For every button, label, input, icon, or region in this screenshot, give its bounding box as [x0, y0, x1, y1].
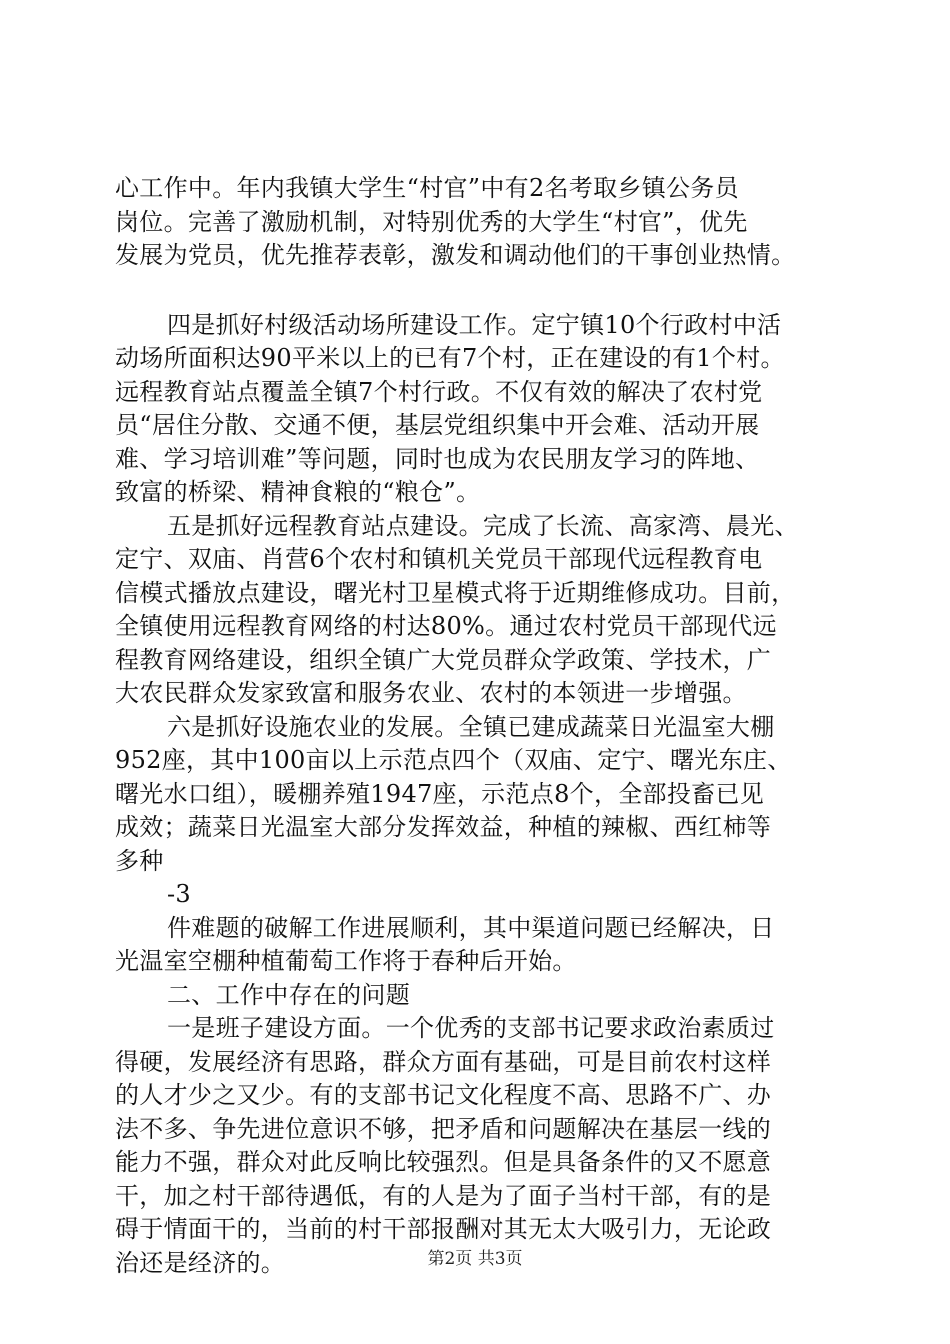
- text-line: 员“居住分散、交通不便，基层党组织集中开会难、活动开展: [115, 411, 760, 439]
- text-line: 952座，其中100亩以上示范点四个（双庙、定宁、曙光东庄、: [115, 746, 792, 774]
- text-line: 干，加之村干部待遇低，有的人是为了面子当村干部，有的是: [115, 1181, 772, 1210]
- text-line: 信模式播放点建设，曙光村卫星模式将于近期维修成功。目前，: [115, 578, 796, 607]
- text-line: 得硬，发展经济有思路，群众方面有基础，可是目前农村这样: [115, 1047, 772, 1076]
- paragraph-gap: [115, 273, 850, 309]
- text-line: 光温室空棚种植葡萄工作将于春种后开始。: [115, 947, 577, 975]
- text-line: 全镇使用远程教育网络的村达80%。通过农村党员干部现代远: [115, 612, 777, 640]
- paragraph: [115, 878, 850, 912]
- text-line: 六是抓好设施农业的发展。全镇已建成蔬菜日光温室大棚: [167, 712, 775, 741]
- text-line: -3: [167, 880, 191, 908]
- text-line: 碍于情面干的，当前的村干部报酬对其无太大吸引力，无论政: [115, 1215, 772, 1243]
- text-line: 多种: [115, 846, 164, 875]
- text-line: 定宁、双庙、肖营6个农村和镇机关党员干部现代远程教育电: [115, 545, 763, 573]
- paragraph: [115, 912, 850, 979]
- text-line: 治还是经济的。: [115, 1248, 286, 1277]
- text-line: 岗位。完善了激励机制，对特别优秀的大学生“村官”，优先: [115, 207, 748, 236]
- paragraph: [115, 979, 850, 1013]
- text-line: 难、学习培训难”等问题，同时也成为农民朋友学习的阵地、: [115, 444, 760, 473]
- text-line: 致富的桥梁、精神食粮的“粮仓”。: [115, 478, 481, 506]
- paragraph: [115, 510, 850, 711]
- text-line: 一是班子建设方面。一个优秀的支部书记要求政治素质过: [167, 1014, 775, 1042]
- text-line: 心工作中。年内我镇大学生“村官”中有2名考取乡镇公务员: [115, 174, 739, 202]
- text-line: 远程教育站点覆盖全镇7个村行政。不仅有效的解决了农村党: [115, 377, 763, 406]
- text-line: 成效；蔬菜日光温室大部分发挥效益，种植的辣椒、西红柿等: [115, 813, 772, 841]
- text-line: 件难题的破解工作进展顺利，其中渠道问题已经解决，日: [167, 913, 775, 942]
- text-line: 大农民群众发家致富和服务农业、农村的本领进一步增强。: [115, 679, 747, 707]
- text-line: 动场所面积达90平米以上的已有7个村，正在建设的有1个村。: [115, 344, 785, 372]
- text-line: 能力不强，群众对此反响比较强烈。但是具备条件的又不愿意: [115, 1148, 772, 1176]
- text-line: 程教育网络建设，组织全镇广大党员群众学政策、学技术，广: [115, 645, 772, 674]
- page-footer: 第2页 共3页: [427, 1249, 523, 1269]
- text-line: 发展为党员，优先推荐表彰，激发和调动他们的干事创业热情。: [115, 241, 796, 269]
- text-line: 四是抓好村级活动场所建设工作。定宁镇10个行政村中活: [167, 310, 782, 339]
- paragraph: [115, 711, 850, 879]
- text-line: 二、工作中存在的问题: [167, 980, 410, 1009]
- text-line: 曙光水口组），暖棚养殖1947座，示范点8个，全部投畜已见: [115, 779, 765, 808]
- paragraph: [115, 1012, 850, 1280]
- text-line: 五是抓好远程教育站点建设。完成了长流、高家湾、晨光、: [167, 511, 799, 540]
- paragraph: [115, 309, 850, 510]
- text-line: 法不多、争先进位意识不够，把矛盾和问题解决在基层一线的: [115, 1114, 772, 1143]
- paragraph: [115, 172, 850, 273]
- text-line: 的人才少之又少。有的支部书记文化程度不高、思路不广、办: [115, 1081, 772, 1109]
- document-body: [115, 172, 850, 1280]
